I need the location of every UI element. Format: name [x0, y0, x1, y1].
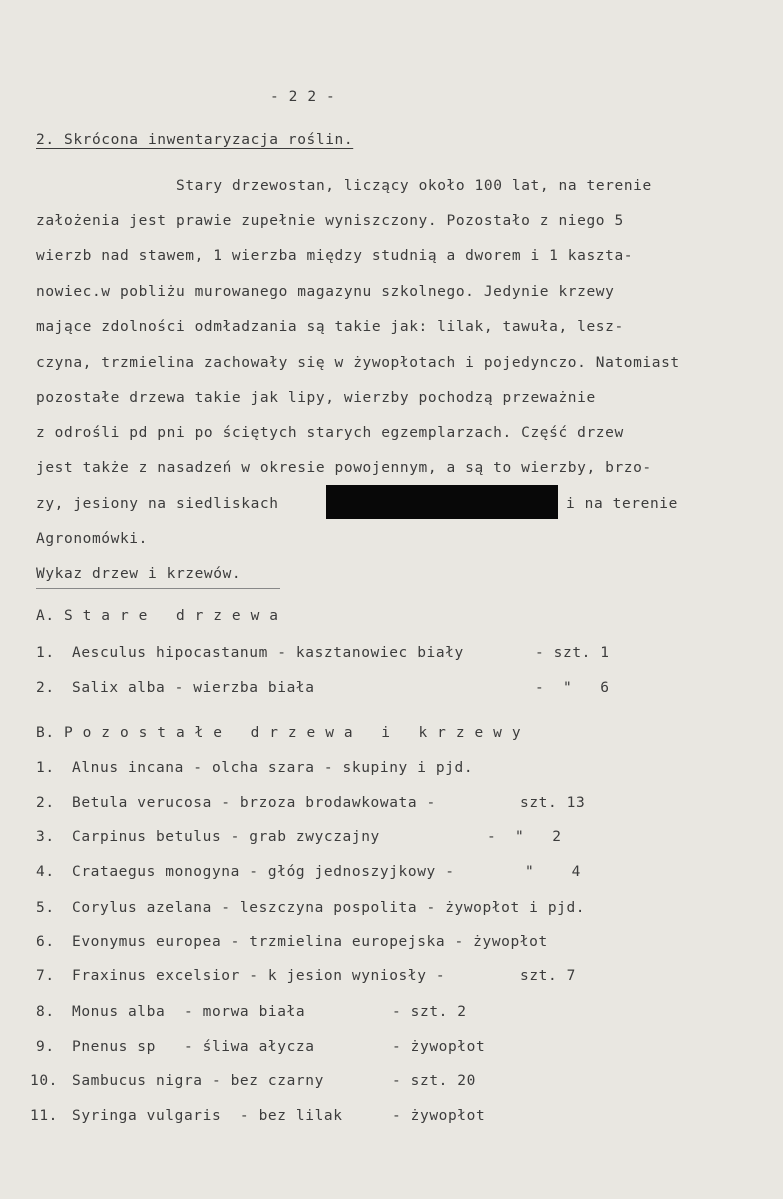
list-item-name: Syringa vulgaris - bez lilak — [72, 1108, 343, 1124]
page-number: - 2 2 - — [270, 89, 336, 105]
list-item-name: Corylus azelana - leszczyna pospolita - żywopłot i pjd. — [72, 900, 586, 916]
list-item-number: 8. — [36, 1004, 55, 1020]
list-heading-underline — [36, 588, 280, 589]
paragraph-line: Stary drzewostan, liczący około 100 lat, na terenie — [176, 178, 652, 194]
paragraph-line: wierzb nad stawem, 1 wierzba między studnią a dworem i 1 kaszta- — [36, 248, 634, 264]
list-item-quantity: - szt. 20 — [392, 1073, 476, 1089]
list-item-name: Carpinus betulus - grab zwyczajny — [72, 829, 380, 845]
list-item-number: 9. — [36, 1039, 55, 1055]
list-item-name: Aesculus hipocastanum - kasztanowiec biały — [72, 645, 464, 661]
list-item-number: 2. — [36, 680, 55, 696]
paragraph-line: zy, jesiony na siedliskach — [36, 496, 279, 512]
list-item-name: Betula verucosa - brzoza brodawkowata - — [72, 795, 436, 811]
list-item-name: Alnus incana - olcha szara - skupiny i pjd. — [72, 760, 474, 776]
list-item-quantity: - " 2 — [487, 829, 562, 845]
list-item-quantity: - szt. 1 — [535, 645, 610, 661]
list-item-number: 1. — [36, 645, 55, 661]
paragraph-line: założenia jest prawie zupełnie wyniszczony. Pozostało z niego 5 — [36, 213, 624, 229]
paragraph-line: i na terenie — [566, 496, 678, 512]
list-item-name: Fraxinus excelsior - k jesion wyniosły - — [72, 968, 446, 984]
paragraph-line: czyna, trzmielina zachowały się w żywopłotach i pojedynczo. Natomiast — [36, 355, 680, 371]
list-item-number: 10. — [30, 1073, 58, 1089]
paragraph-line: mające zdolności odmładzania są takie jak: lilak, tawuła, lesz- — [36, 319, 624, 335]
section-heading: 2. Skrócona inwentaryzacja roślin. — [36, 132, 354, 148]
list-item-number: 3. — [36, 829, 55, 845]
list-item-number: 4. — [36, 864, 55, 880]
list-item-quantity: " 4 — [525, 864, 581, 880]
list-item-quantity: - " 6 — [535, 680, 610, 696]
list-item-name: Pnenus sp - śliwa ałycza — [72, 1039, 315, 1055]
group-a-title: A. S t a r e d r z e w a — [36, 608, 279, 624]
list-item-quantity: - żywopłot — [392, 1039, 486, 1055]
group-b-title: B. P o z o s t a ł e d r z e w a i k r z e w y — [36, 725, 522, 741]
paragraph-line: jest także z nasadzeń w okresie powojennym, a są to wierzby, brzo- — [36, 460, 652, 476]
paragraph-line: Agronomówki. — [36, 531, 148, 547]
paragraph-line: z odrośli pd pni po ściętych starych egzemplarzach. Część drzew — [36, 425, 624, 441]
list-item-name: Monus alba - morwa biała — [72, 1004, 306, 1020]
list-item-number: 11. — [30, 1108, 58, 1124]
list-item-number: 5. — [36, 900, 55, 916]
list-item-number: 7. — [36, 968, 55, 984]
list-heading: Wykaz drzew i krzewów. — [36, 566, 242, 582]
paragraph-line: pozostałe drzewa takie jak lipy, wierzby pochodzą przeważnie — [36, 390, 596, 406]
list-item-quantity: szt. 13 — [520, 795, 586, 811]
list-item-name: Evonymus europea - trzmielina europejska - żywopłot — [72, 934, 548, 950]
list-item-number: 1. — [36, 760, 55, 776]
redaction-box — [326, 485, 558, 519]
list-item-quantity: szt. 7 — [520, 968, 576, 984]
list-item-quantity: - żywopłot — [392, 1108, 486, 1124]
paragraph-line: nowiec.w pobliżu murowanego magazynu szkolnego. Jedynie krzewy — [36, 284, 615, 300]
list-item-name: Salix alba - wierzba biała — [72, 680, 315, 696]
list-item-number: 2. — [36, 795, 55, 811]
list-item-name: Sambucus nigra - bez czarny — [72, 1073, 324, 1089]
list-item-name: Crataegus monogyna - głóg jednoszyjkowy - — [72, 864, 455, 880]
list-item-quantity: - szt. 2 — [392, 1004, 467, 1020]
list-item-number: 6. — [36, 934, 55, 950]
